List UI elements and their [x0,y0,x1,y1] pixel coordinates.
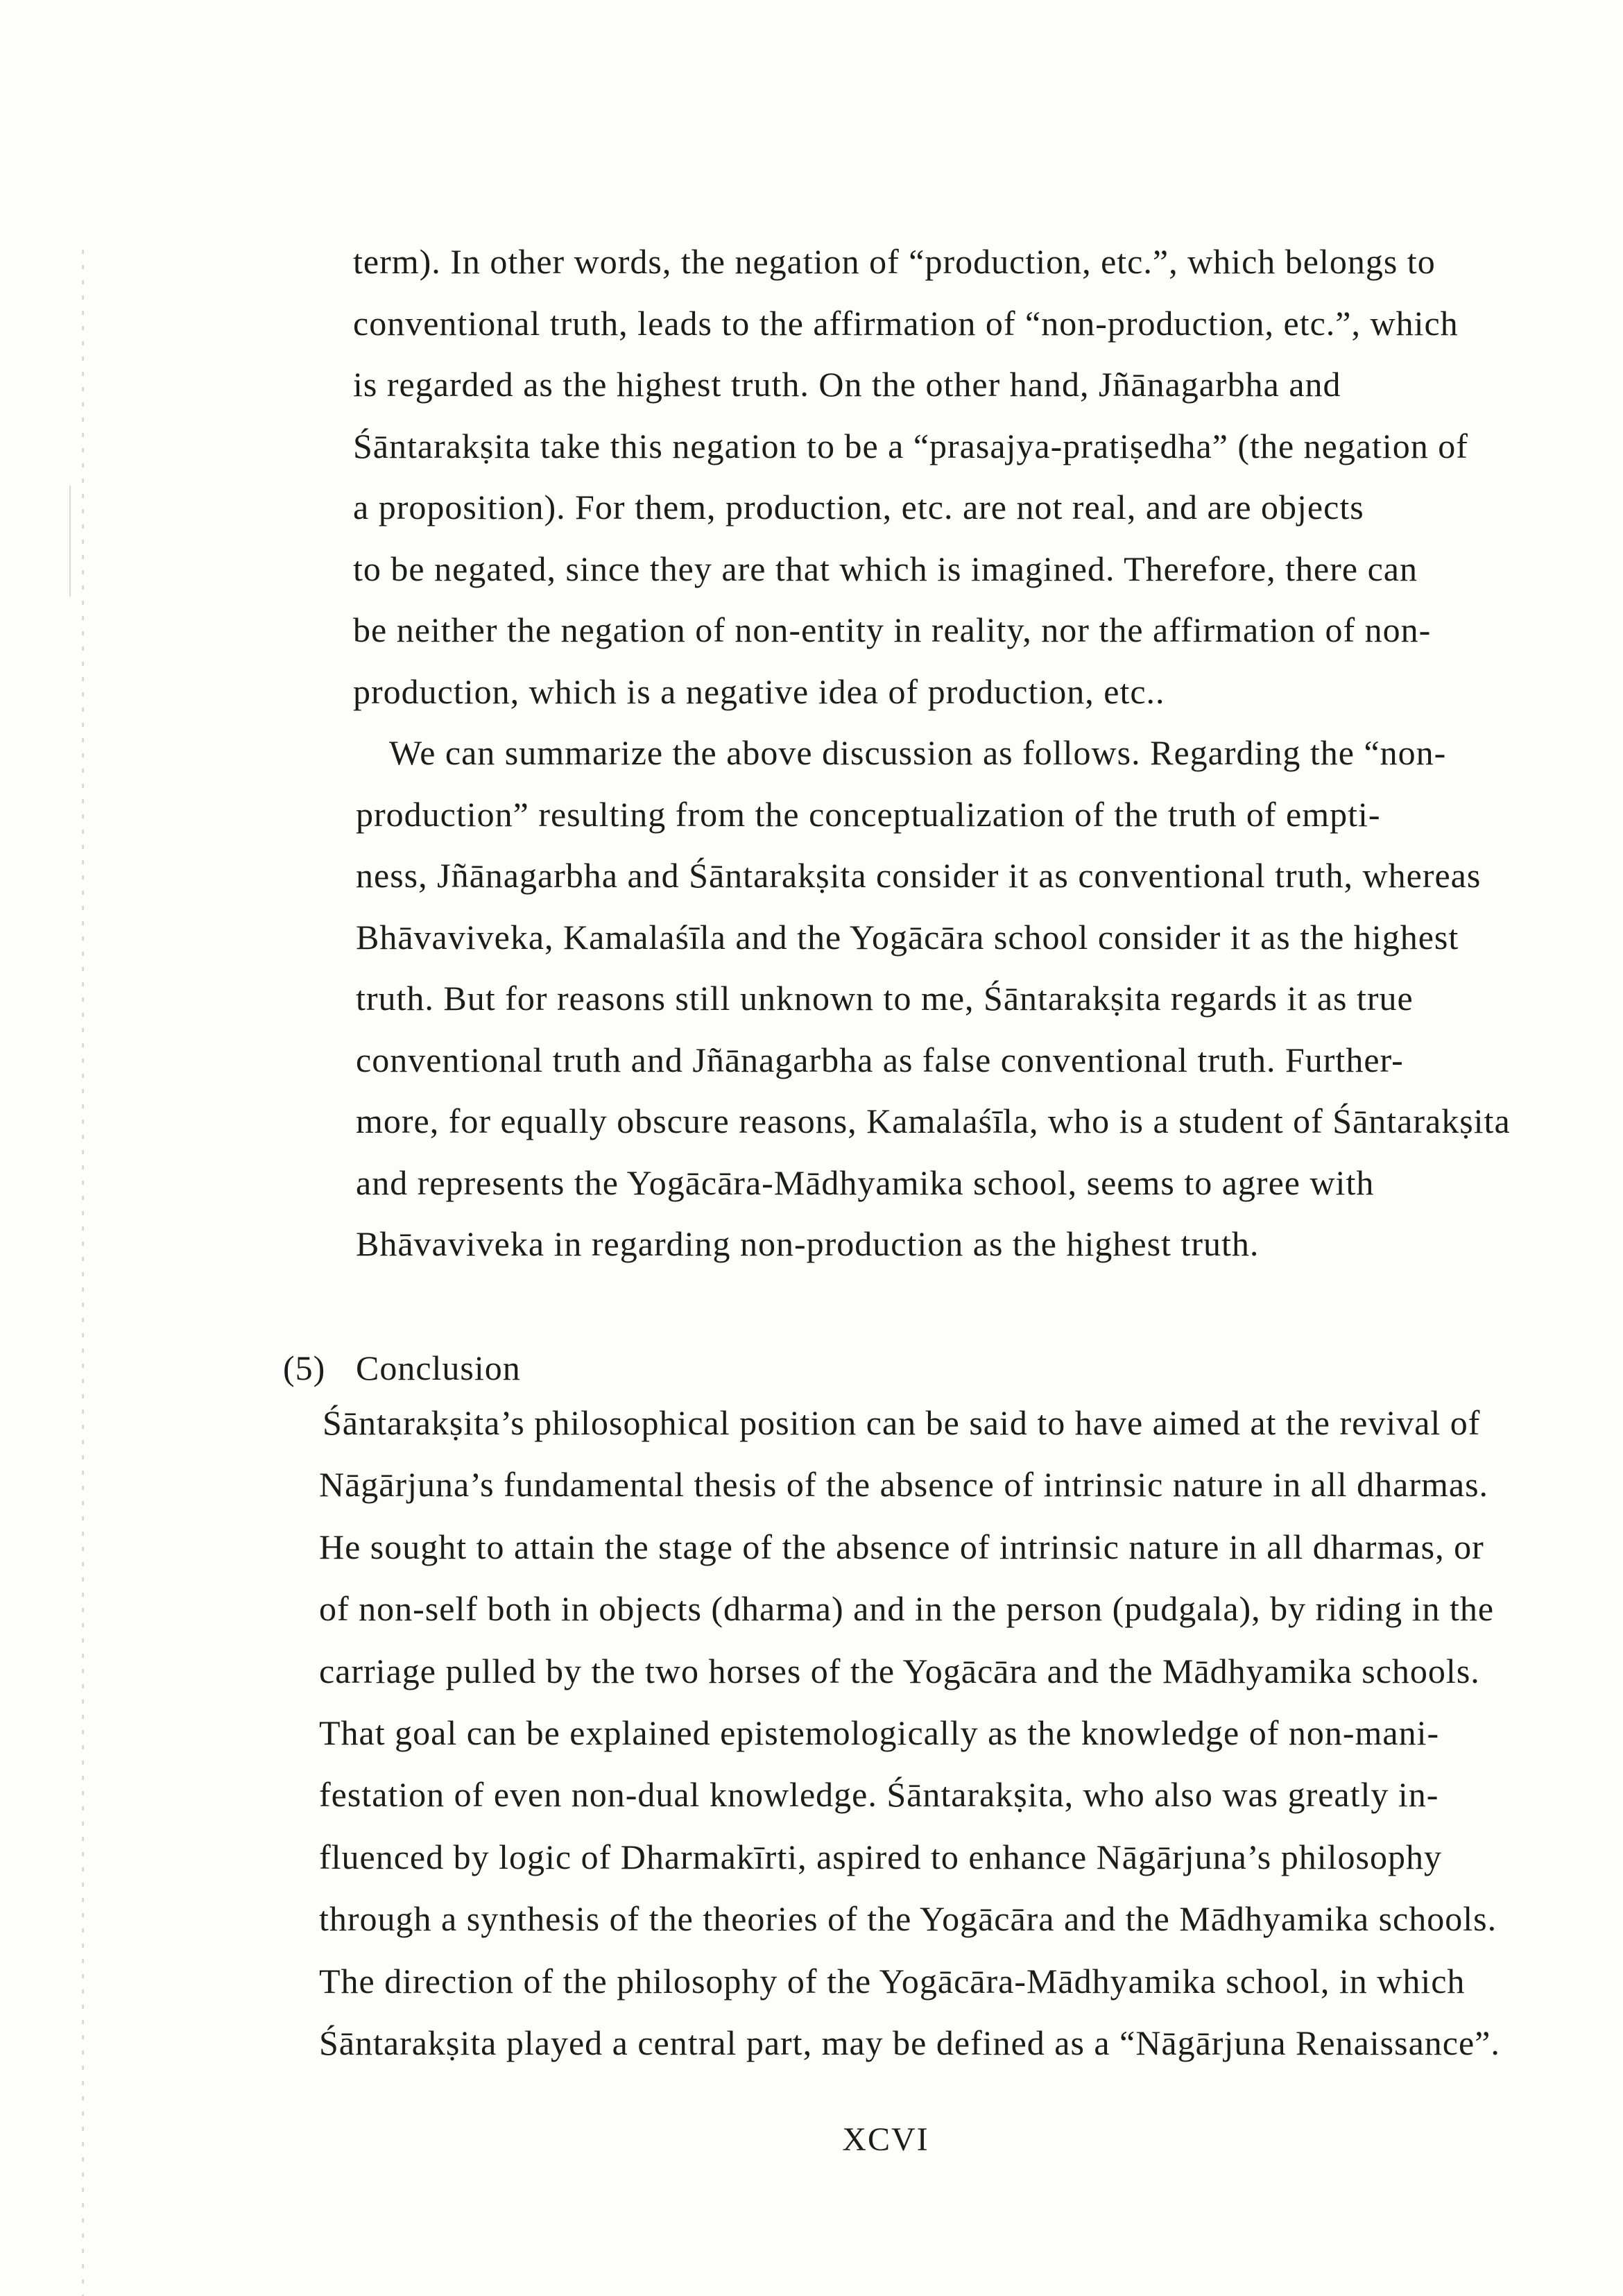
text-line: That goal can be explained epistemologically as the knowledge of non-mani- [319,1713,1440,1752]
text-line: through a synthesis of the theories of the Yogācāra and the Mādhyamika schools. [319,1899,1497,1939]
text-line: Śāntarakṣita played a central part, may be defined as a “Nāgārjuna Renaissance”. [319,2023,1500,2062]
text-line: more, for equally obscure reasons, Kamalaśīla, who is a student of Śāntarakṣita [356,1102,1511,1140]
text-line: production” resulting from the conceptualization of the truth of empti- [356,794,1381,834]
text-line: conventional truth, leads to the affirmation of “non-production, etc.”, which [353,303,1459,343]
text-line: conventional truth and Jñānagarbha as false conventional truth. Further- [356,1040,1404,1079]
text-line: and represents the Yogācāra-Mādhyamika school, seems to agree with [356,1163,1375,1202]
text-line: term). In other words, the negation of “production, etc.”, which belongs to [353,242,1436,281]
text-line: festation of even non-dual knowledge. Śāntarakṣita, who also was greatly in- [319,1775,1439,1815]
text-line: We can summarize the above discussion as follows. Regarding the “non- [389,733,1447,772]
text-line: truth. But for reasons still unknown to me, Śāntarakṣita regards it as true [356,979,1414,1018]
paragraph [353,231,1468,722]
text-line: The direction of the philosophy of the Yogācāra-Mādhyamika school, in which [319,1961,1466,2001]
scan-edge-mark [69,486,71,597]
page-number: XCVI [842,2121,929,2158]
text-line: Bhāvaviveka, Kamalaśīla and the Yogācāra school consider it as the highest [356,917,1459,957]
paragraph [319,1392,1500,2074]
text-line: be neither the negation of non-entity in reality, nor the affirmation of non- [353,610,1432,649]
text-line: production, which is a negative idea of production, etc.. [353,671,1165,711]
text-line: fluenced by logic of Dharmakīrti, aspired to enhance Nāgārjuna’s philosophy [319,1837,1442,1876]
text-line: is regarded as the highest truth. On the other hand, Jñānagarbha and [353,365,1341,404]
scan-edge-artifact [82,250,84,2296]
section-title: Conclusion [356,1348,521,1387]
paragraph [356,722,1511,1275]
text-line: a proposition). For them, production, etc. are not real, and are objects [353,488,1364,526]
text-line: ness, Jñānagarbha and Śāntarakṣita consider it as conventional truth, whereas [356,856,1482,895]
text-line: He sought to attain the stage of the absence of intrinsic nature in all dharmas, or [319,1527,1484,1566]
text-line: Nāgārjuna’s fundamental thesis of the absence of intrinsic nature in all dharmas. [319,1465,1489,1505]
section-number: (5) [283,1348,326,1387]
text-line: Bhāvaviveka in regarding non-production as the highest truth. [356,1224,1260,1263]
text-line: Śāntarakṣita’s philosophical position can be said to have aimed at the revival of [323,1403,1481,1442]
text-line: Śāntarakṣita take this negation to be a “prasajya-pratiṣedha” (the negation of [353,426,1468,465]
text-line: of non-self both in objects (dharma) and in the person (pudgala), by riding in the [319,1589,1495,1629]
text-line: carriage pulled by the two horses of the Yogācāra and the Mādhyamika schools. [319,1651,1480,1690]
text-line: to be negated, since they are that which is imagined. Therefore, there can [353,549,1418,588]
